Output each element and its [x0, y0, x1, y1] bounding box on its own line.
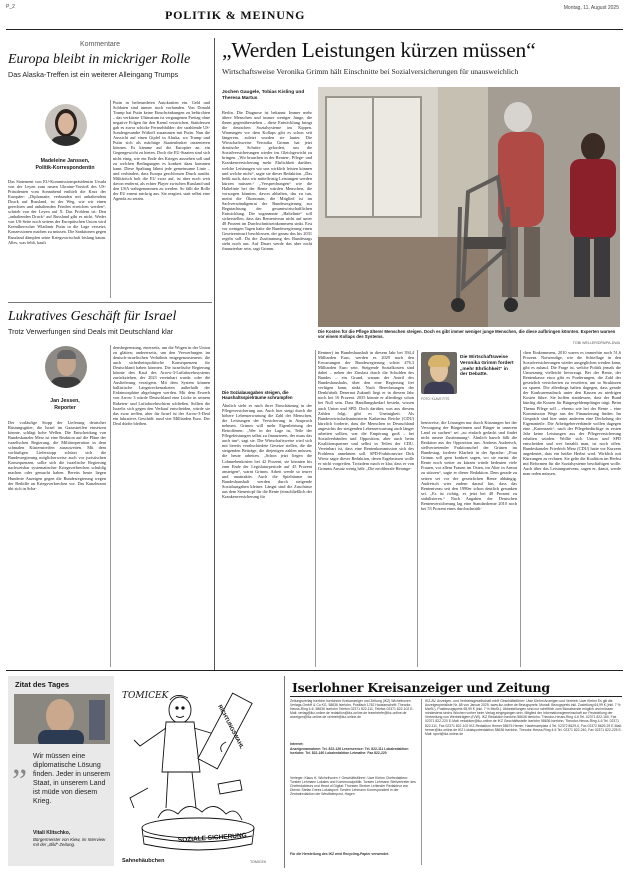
israel-text-col2: densbegrenzung, einerseits, um die Wogen in der Union zu glätten; andererseits, um den Verwerfungen im deutsch-israelischen Verhältnis entgegenzusteuern, die auch sicherheitspolitische Konsequenzen für Deutschland haben könnten. Die israelische Regierung könnte den Kauf des Arrow-3-Luftabwehrsystems zurückziehen, der 2023 vereinbart wurde, oder die Auslieferung verzögern. Mit dem System können ballistische Langstreckenraketen außerhalb der Erdatmosphäre abgefangen werden. Mit dem Erwerb von Arrow 3 würde Deutschland eine Lücke in seinem Raketen- und Luftabwehrschirm schließen. Sollten die Israelis sich gegen den Verkauf entscheiden, würde sie das zwar treffen, aber für Israel ist der Arrow-3-Deal ein lukratives Geschäft: rund vier Milliarden Euro. Der Deal dürfte bleiben.	[113, 345, 210, 426]
main-text-col2: Rentner) im Bundeshaushalt in diesem Jahr bei 394,4 Milliarden Euro, werden es 2029 nach den Erwartungen der Bundesregierung schon 476,3 Milliarden Euro sein. Steigende Sozialkosten sind dabei – neben der Zinslast durch die Schulden des Bundes – ein Grund, warum der Anteil des Bundeshaushalts, über den eine Regierung frei verfügen kann, sinkt. Nach Berechnungen der Denkfabrik Dezernat Zukunft liegt er in diesem Jahr noch bei 16 Prozent. 2035 könnte er allerdings schon bei Null sein. Dass Handlungsbedarf besteht, wissen auch Union und SPD. Doch darüber, was aus diesem Zahlen folgt, gibt es Uneinigkeit. Als Bundeswirtschaftsministerin Katherina Reiche (CDU) kürzlich forderte, dass die Menschen in Deutschland angesichts der steigenden Lebenserwartung auch länger arbeiten sollten, war die Empörung groß – bei Sozialverbänden und Opposition, aber auch beim Koalitionspartner und selbst in Teilen der CDU. Vereinbart ist, dass eine Rentenkommission sich des Problems annehmen soll. SPD-Fraktionsvize Dirk Wiese sagte dieser Redaktion, deren Ergebnissen wolle er nicht vorgreifen. Trotzdem mach er klar, dass er von Grimms Ansatz wenig hält: „Die neoliberale Herange-	[318, 350, 414, 472]
issue-date: Montag, 11. August 2025	[563, 5, 619, 11]
author-role-jessen: Reporter	[54, 405, 76, 411]
cartoon	[118, 676, 280, 854]
grimm-quote-box: Die Wirtschaftsweise Veronika Grimm fordert „mehr Ehrlichkeit“ in der Debatte.	[460, 355, 514, 378]
main-text-col4: chen Einkommens, 2010 waren es immerhin noch 51,6 Prozent. Notwendige, wie die Schieflage in den Sozialversicherungen wieder ausgeglichen werden kann, gibt es zuhauf. Die Frage ist, welche Politik jemals die Umsetzung vielleicht bevorzugt. Bei der Rente, der Rentenkasse etwa gibt es Forderungen, die Zahl der gesetzlich versicherten zu erweitern, um so Strukturen zu sparen. Die allerdings halten dagegen, dass gerade der Konkurrenzdruck unter den Kassen zu niedrigen Kosten führe. Sie hoffen stattdessen, dass der Bund künftig die Kosten für Bürgergeldempfänger trägt. Beim Thema Pflege soll – ebenso wie bei der Rente – eine Kommission Wege aus der Finanzierung finden. Im Gespräch sind hier unter anderem eine Deckelung der Eigenanteile. Die Arbeitgeberverbände wollen dagegen eine „Karenzzeit“, nach der Pflegebedürftige in ersten Jahr keine Leistungen aus der Pflegeversicherung erhalten würden. Wollte sich Union und SPD entscheiden und wer bezahlt man, ist noch offen. Bundeskanzler Friedrich Merz (CDU) hatte vor Kurzem angedeutet, dass ein heißer Herbst wird. Wirklich mit Kürzungen zu rechnen. Sie gelte die Koalition im Herbst mit Reformen für die Sozialsysteme beschäftigen wolle. Auch über das Leistungsniveau, sagen er, damit, werde man reden müssen.	[523, 350, 621, 477]
main-interhead: Die Sozialausgaben steigen, die Haushaltsspielräume schrumpfen	[222, 390, 293, 401]
quote-of-day-role: Bürgermeister von Kiew, im Interview mit der „Bild“-Zeitung.	[33, 837, 106, 848]
cartoon-cake-label: SOZIALE SICHERUNG	[177, 832, 247, 844]
author-name-jessen: Jan Jessen,	[50, 398, 80, 404]
commentary-text-col2: Putin in befreundeten Autokratien ein. Geld und Soldaten sind immer noch vorhanden. Von Donald Trump hat Putin keine Einschränkungen zu befürchten – das verkürzte Ultimatum ist vergangenen Freitag ohne negative Folgen für den Kreml verstrichen. Stattdessen gab es zuvor schicke Fernsehbilder: der strahlende US-Sondergesandte Witkoff zusammen mit Putin. Nun die Aussicht auf einen Gipfel in Alaska, wo Trump und Putin sich als mächtige Staatenlenker inszenieren können. Es kämme auf die Europäer an, ein Gegengewicht zu bieten. Doch die EU-Staaten sind sich nicht einig, wie ein Ende des Krieges aussehen soll und zu welchen Bedingungen es konkret dazu kommen kann. Diese Spaltung lähmt jede gemeinsame Linie – und verhindert, dass Europa geschlossen Druck ausübt. Militärisch holt die EU zwar auf, ist aber noch weit davon entfernt, als echter Player zwischen Russland und den USA wahrgenommen zu werden. So fällt die Rolle der EU erneut mickrig aus. Sie reagiert, statt selbst eine Agenda zu setzen.	[113, 100, 210, 201]
imprint-staff: Verleger: Klaus H. Wichelhoven † Geschäftsführer: Uwe Klehm Chefredakteur: Torsten Lehmann Lokales und Kommunalpolitik: Torsten Lehmann Stellvertreter des Chefredakteurs und Head of Digital: Thorsten Streber Leitender Redakteur von Dienst: Stefan Drees Lokalsport: Torsten Lehmann Korrespondent in der Zentralredaktion der Westfalenpost, Hagen	[290, 776, 416, 797]
column-divider	[110, 100, 111, 298]
main-headline: „Werden Leistungen kürzen müssen“	[222, 38, 536, 62]
commentary-subline: Das Alaska-Treffen ist ein weiterer Alleingang Trumps	[8, 70, 179, 79]
quote-of-day-text: Wir müssen eine diplomatische Lösung finden. Jeder in unserem Staat, in unserem Land ist müde von diesem Krieg.	[33, 753, 111, 805]
quote-of-day-label: Zitat des Tages	[15, 680, 70, 689]
imprint-rule	[290, 696, 622, 697]
section-title: POLITIK & MEINUNG	[165, 8, 306, 22]
column-divider	[315, 350, 316, 667]
pflege-photo-illustration	[318, 87, 620, 327]
imprint-footer: Für die Herstellung des IKZ wird Recycling-Papier verwendet.	[290, 852, 390, 856]
main-byline: Jochen Gaugele, Tobias Kisling und Theresa Martus	[222, 90, 305, 101]
column-divider	[421, 699, 422, 865]
imprint-divider	[284, 676, 285, 868]
cartoon-illustration	[118, 676, 280, 854]
israel-headline: Lukratives Geschäft für Israel	[8, 309, 177, 324]
imprint-contact: Zeitungsverlag Iserlohn Iserlohner Kreisanzeiger und Zeitung (IKZ) Wichelhoven Verlags-GmbH & Co KG, 58636 Iserlohn, Postfach 1762 Hausanschrift: Theodor-Heuss-Ring 4-6, 58636 Iserlohn Telefon 02371 822-111, Telefax 02371 822-102 E-Mail: verlag@ikz-online.de redaktion@ikz-online.de leserbriefe@ikz-online.de anzeigen@ikz-online.de vertrieb@ikz-online.de	[290, 699, 414, 720]
imprint-internet-label: Internet:	[290, 742, 304, 746]
klitschko-photo	[14, 694, 110, 744]
column-divider	[110, 345, 111, 667]
quote-mark-icon: „	[12, 744, 28, 781]
photo-caption-text: Die Kosten für die Pflege älterer Menschen steigen. Doch es gibt immer weniger junge Menschen, die diese aufbringen könnten. Experten warnen vor einem Kollaps des Systems.	[318, 329, 616, 340]
grimm-photo-credit: FOTO: KLAVE FITS	[421, 397, 450, 401]
photo-caption	[318, 329, 620, 339]
section-divider	[214, 38, 215, 670]
quote-of-day-name: Vitali Klitschko,	[33, 830, 71, 836]
commentary-divider	[8, 302, 212, 303]
israel-text-col1: Der vorläufige Stopp der Lieferung deutscher Rüstungsgüter, die Israel im Gazastreifen einsetzen könnte, schlägt hohe Wellen. Die Entscheidung von Bundeskanzler Merz ist eine Reaktion auf die Pläne der israelischen Regierung, die Militäroperation in dem schmalen Küstenstreifen auszuweiten. Mit dem vorläufigen Lieferstopp schützt sich die Bundesregierung möglicherweise auch vor juristischen Konsequenzen, sollte sich die israelische Regierung nachweisbar systematischer Kriegsverbrechen schuldig machen oder gemacht haben. Bereits heute liegen Hunderte Anzeigen gegen die Bundesregierung wegen der Beihilfe an Kriegsverbrechen vor. Das Kanzleramt übt sich in Scha-	[8, 420, 106, 491]
header-rule	[6, 29, 623, 30]
imprint-masthead: Iserlohner Kreisanzeiger und Zeitung	[292, 680, 550, 695]
column-divider	[520, 350, 521, 667]
grimm-photo	[421, 352, 457, 394]
main-subline: Wirtschaftsweise Veronika Grimm hält Einschnitte bei Sozialversicherungen für unausweichlich	[222, 67, 519, 76]
imprint-right: IKZ-AV, Anzeigen- und Vertriebsgesellschaft mbH Geschäftsführer: Uwe Klehm Anzeigen und Vertrieb: Uwe Klehm Es gilt die Anzeigenpreisliste Nr. 68 von Januar 2025. www.ikz-online.de Bezugspreis: Monatl. Bezugspreis inkl. Zustellung 64,99 € (inkl. 7 % MwSt.), Postbezugspreis 65,99 € (inkl. 7 % MwSt.). Abbestellungen sind nur schriftlich zum Monatsende möglich und müssen mindestens sechs Wochen vorher beim Verlag eingegangen sein. Mitglied der Informationsgemeinschaft zur Feststellung der Verbreitung von Werbeträgern (IVW). IKZ Redaktion Iserlohn 58636 Iserlohn, Theodor-Heuss-Ring 4-6 Tel. 02371 822-160, Fax 02371 822-220 E-Mail: redaktion@ikz-online.de IKZ Geschäftsstelle Iserlohn 58636 Iserlohn, Theodor-Heuss-Ring 4-6 Tel. 02371 822-111, Fax 02371 822-102 IKZ-Redaktion Hemer 58675 Hemer, Hademareplatz 4 Tel. 02372 8629-0, Fax 02372 8629-29 E-Mail: hemer@ikz-online.de IKZ Lokalsportredaktion 58636 Iserlohn, Theodor-Heuss-Ring 4-6 Tel. 02371 822-240, Fax 02371 822-225 E-Mail: sport@ikz-online.de	[425, 699, 622, 736]
cartoon-signature: TOMICEK	[122, 691, 169, 701]
photo-credit: TOBI WELLER/DPA/PA-DWA	[572, 341, 620, 345]
author-photo-janssen	[45, 104, 87, 146]
klitschko-photo-illustration	[14, 694, 110, 744]
commentary-kicker: Kommentare	[79, 41, 121, 48]
cartoon-caption: Sahnehäubchen	[122, 858, 165, 864]
commentary-headline: Europa bleibt in mickriger Rolle	[8, 52, 191, 67]
page-code: P_2	[6, 4, 15, 10]
main-text-col1: Berlin. Die Diagnose ist bekannt: Immer mehr ältere Menschen und immer weniger Junge, die ihnen gegenüberstehen – diese Entwicklung bringt die deutschen Sozialsysteme ins Kippen. Warnungen vor dem Kollaps gibt es schon seit längerem, zuletzt wurden sie lauter. Die Wirtschaftsweise Veronika Grimm hat jetzt drastische Schritte gefordert, um die Sozialversicherungen wieder ins Gleichgewicht zu bringen. „Wir brauchen in der Renten-, Pflege- und Krankenversicherung mehr Ehrlichkeit darüber, welche Leistungen wir uns wirklich leisten können und welche nicht“, sagte sie dieser Redaktion. „Das heißt auch, dass wir mittelfristig Leistungen werden kürzen müssen.“ „Versprechungen“ wie die Haltelinie bei der Rente würden Menschen, die vorsorgen könnten, davon abhalten, das zu tun, meint die Ökonomin, die Mitglied ist im Sachverständigenrat der Bundesregierung zur Begutachtung der gesamtwirtschaftlichen Entwicklung. Die sogenannte „Haltelinie“ soll sicherstellen, dass das Renteniveau nicht auf unter 48 Prozent im Durchschnittseinkommens sinkt. Erst vor wenigen Tagen hatte die Bundesregierung einen Gesetzentwurf beschlossen, der genau das bis 2031 regeln soll. Da die Zustimmung des Bundestags steht noch aus. Auf Dauer werde das aber nicht finanzierbar sein, sagt Grimm.	[222, 110, 312, 252]
author-photo-jessen	[45, 346, 87, 388]
israel-subline: Trotz Verwerfungen sind Deals mit Deutschland klar	[8, 327, 174, 336]
author-name-janssen: Madeleine Janssen,	[40, 158, 90, 164]
pflege-photo	[318, 87, 620, 327]
column-divider	[417, 350, 418, 667]
main-text-col1b: Ähnlich sieht es nach ihrer Einschätzung in der Pflegeversicherung aus. Auch hier steigt durch die höhere Lebenserwartung die Zahl der Menschen, die Leistungen der Versicherung in Anspruch nehmen. Grimm will mehr Eigenleistung der Betroffenen: „Wer in der Lage ist, Teile der Pflegeleistungen selbst zu finanzieren, der muss das auch tun“, sagt sie. Die Wirtschaftsweise wird sich mit bereits verabschiedete Gesetze stellen, die die steigenden Beiträge, die diejenigen zahlen müssen, die heute arbeiten. „Schon jetzt liegen die Lohnnebenkosten bei 42 Prozent, sie könnten bis zum Ende der Legislaturperiode auf 45 Prozent ansteigen“, warnt Grimm. Arbeit werde so teurer und unattraktiv. Auch die Spielräume im Bundeshaushalt werden durch steigende Sozialausgaben kleiner. Längst sind die Zuschüsse aus dem Steuertopf für die Rente (einschließlich der Krankenversicherung für	[222, 403, 312, 499]
commentary-text-col1: Das Statement von EU-Kommissionspräsidentin Ursula von der Leyen zum neuen Ukraine-Vorstoß des US-Präsidenten vom Sonnabend enthielt die Krux der Europäer: „Diplomatie, verbunden mit anhaltendem Druck auf Russland, ist der Weg, wie wir einen gerechten und anhaltenden Frieden erreichen werden“, schrieb von der Leyen auf X. Das Problem ist: Den „anhaltenden Druck“ auf Russland gibt es nicht. Weder von US-Seite noch seitens der Europäischen Union wird Kremlherrscher Wladimir Putin in die Lage versetzt, Konzessionen machen zu müssen. Die Sanktionen gegen Russland dämpfen seine Kriegswirtschaft bislang kaum. Alles, was fehlt, kauft	[8, 179, 106, 245]
imprint-phones: Anzeigenannahme: Tel. 822-126 Leserservice: Tel. 822-111 Lokalredaktion Iserlohn: Tel. 822-160 Lokalredaktion Letmathe: Fax 822-220	[290, 747, 409, 756]
cartoon-sign-label: RICHTUNGSWAHL	[216, 704, 245, 751]
bottom-section-rule	[6, 670, 623, 671]
cartoon-credit: TOMICEK	[250, 860, 267, 864]
author-role-janssen: Politik-Korrespondentin	[35, 165, 95, 171]
main-text-col3: hensweise, die Lösungen nur durch Kürzungen bei der Versorgung der Bürgerinnen und Bürger in unserem Land zu suchen“ sei „zu einfach gedacht und findet nicht unsere Zustimmung“. Ähnlich harsch fällt die Reaktion aus der Opposition aus. Andreas Audretsch, stellvertretender Fraktionschef der Grünen im Bundestag, forderte Klarheit in der Sprache: „Frau Grimm soll gern konkret sagen, wo sie meint: die Rente noch weiter zu kürzen würde bedeuten viele Frauen, vor allem Frauen im Osten, im Alter in Armut zu stürzen“, sagte er dieser Redaktion. Dem gerade zu setzen sei vor der gesetzlichen Rente abhängig. Audretsch wies zudem darauf hin, dass das Renteniveau seit den 1990er schon deutlich gesunken sei. „Es ist richtig, es jetzt bei 48 Prozent zu stabilisieren.“ Nach Angaben der Deutschen Rentenversicherung lag eine Standardrente 2010 noch bei 53 Prozent eines durchschnittli-	[421, 420, 517, 511]
